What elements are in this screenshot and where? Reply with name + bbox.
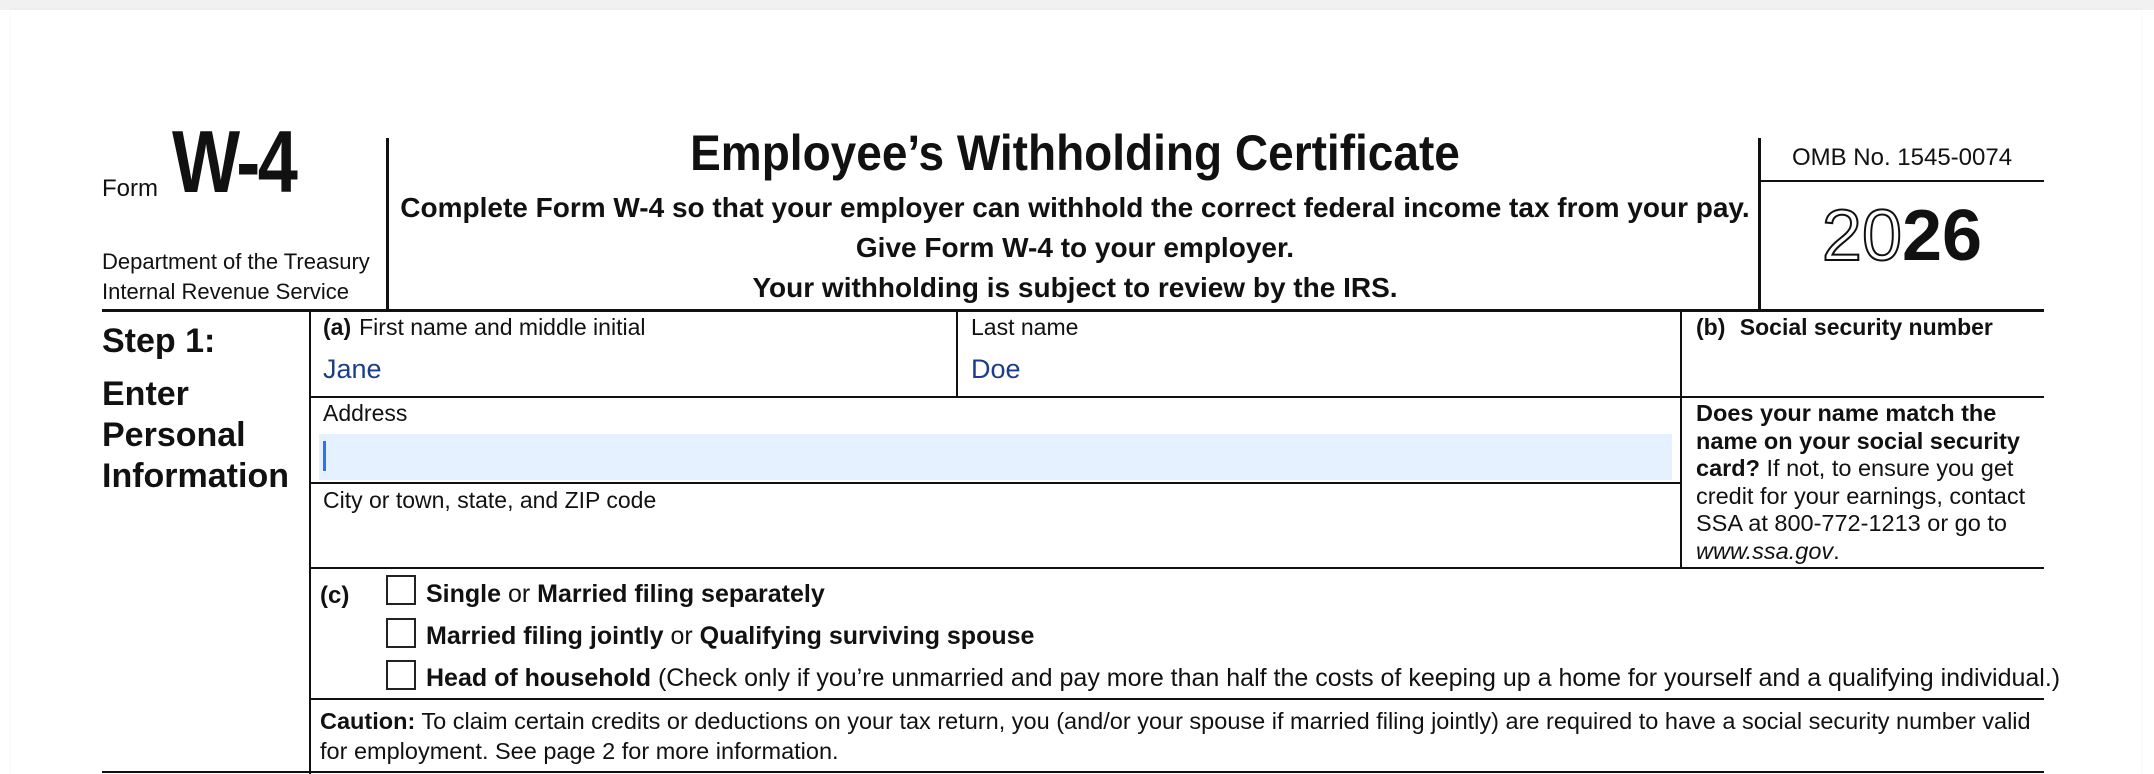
single-option-bold1: Single xyxy=(426,580,502,608)
step1-left-border xyxy=(309,311,311,774)
form-word: Form xyxy=(102,175,158,202)
header-divider-left xyxy=(386,138,389,310)
married-jointly-option-label xyxy=(426,622,1034,651)
step1-subtitle-line2: Personal xyxy=(102,416,246,454)
address-input[interactable] xyxy=(319,434,1672,480)
married-jointly-checkbox[interactable] xyxy=(386,618,416,648)
step1-title: Step 1: xyxy=(102,322,216,360)
header-rule xyxy=(102,309,2044,312)
tax-year-bold: 26 xyxy=(1902,196,1983,276)
ssn-note-question: Does your name match the name on your social security card? xyxy=(1696,400,2020,481)
caution-label: Caution: xyxy=(320,708,416,734)
married-jointly-option-bold2: Qualifying surviving spouse xyxy=(699,622,1035,650)
ssn-label-text: Social security number xyxy=(1739,314,1993,340)
form-title: Employee’s Withholding Certificate xyxy=(690,125,1460,181)
filing-status-marker: (c) xyxy=(320,582,350,609)
tax-year xyxy=(1762,196,2042,276)
single-option-label xyxy=(426,580,825,609)
single-option-bold2: Married filing separately xyxy=(537,580,825,608)
city-label: City or town, state, and ZIP code xyxy=(323,487,657,513)
form-subtitle-3: Your withholding is subject to review by the IRS. xyxy=(752,272,1398,303)
department-line1: Department of the Treasury xyxy=(102,249,370,274)
step1-subtitle-line3: Information xyxy=(102,457,289,495)
form-number: W-4 xyxy=(172,112,296,211)
caution-body: To claim certain credits or deductions on your tax return, you (and/or your spouse if married filing jointly) are required to have a social security number valid for employment. See page 2 for more information. xyxy=(320,708,2031,764)
ssn-marker: (b) xyxy=(1696,314,1726,340)
form-subtitle-1: Complete Form W-4 so that your employer can withhold the correct federal income tax from your pay. xyxy=(400,192,1750,223)
ssn-column-divider xyxy=(1680,311,1682,568)
last-name-field[interactable]: Doe xyxy=(971,354,1021,384)
head-of-household-option-bold: Head of household xyxy=(426,664,651,692)
omb-divider xyxy=(1760,180,2044,182)
step1-bottom-rule xyxy=(102,771,2044,773)
ssn-note xyxy=(1696,400,2048,565)
department xyxy=(102,247,370,307)
single-option-mid: or xyxy=(501,580,538,608)
first-name-label xyxy=(323,314,645,341)
head-of-household-option-text: (Check only if you’re unmarried and pay more than half the costs of keeping up a home for yourself and a qualifying individual.) xyxy=(651,664,2061,692)
married-jointly-option-bold1: Married filing jointly xyxy=(426,622,664,650)
address-row-rule xyxy=(310,482,1681,484)
step1-subtitle xyxy=(102,374,289,497)
ssn-note-end: . xyxy=(1833,537,1840,564)
name-row-rule xyxy=(310,396,2044,398)
first-name-marker: (a) xyxy=(323,314,352,340)
head-of-household-option-label xyxy=(426,664,2060,693)
text-caret xyxy=(323,441,326,471)
omb-number: OMB No. 1545-0074 xyxy=(1791,144,2013,171)
city-input[interactable] xyxy=(319,520,1672,564)
single-checkbox[interactable] xyxy=(386,575,416,605)
last-name-label: Last name xyxy=(971,314,1079,340)
ssn-link[interactable]: www.ssa.gov xyxy=(1696,537,1834,564)
form-subtitle-2: Give Form W-4 to your employer. xyxy=(855,232,1295,263)
city-row-rule xyxy=(310,567,2044,569)
ssn-label xyxy=(1696,314,1993,341)
married-jointly-option-mid: or xyxy=(663,622,700,650)
address-label: Address xyxy=(323,400,408,426)
ssn-field[interactable] xyxy=(1684,346,2042,394)
step1-subtitle-line1: Enter xyxy=(102,375,189,413)
head-of-household-checkbox[interactable] xyxy=(386,660,416,690)
tax-year-outline: 20 xyxy=(1821,196,1902,276)
name-divider xyxy=(956,311,958,397)
window-top-bar xyxy=(0,0,2154,10)
caution-text xyxy=(320,706,2050,766)
filing-status-rule xyxy=(310,698,2044,700)
first-name-field[interactable]: Jane xyxy=(323,354,382,384)
first-name-label-text: First name and middle initial xyxy=(359,314,646,340)
department-line2: Internal Revenue Service xyxy=(102,279,350,304)
ssn-note-text: If not, to ensure you get credit for your earnings, contact SSA at 800-772-1213 or go to xyxy=(1696,455,2026,536)
